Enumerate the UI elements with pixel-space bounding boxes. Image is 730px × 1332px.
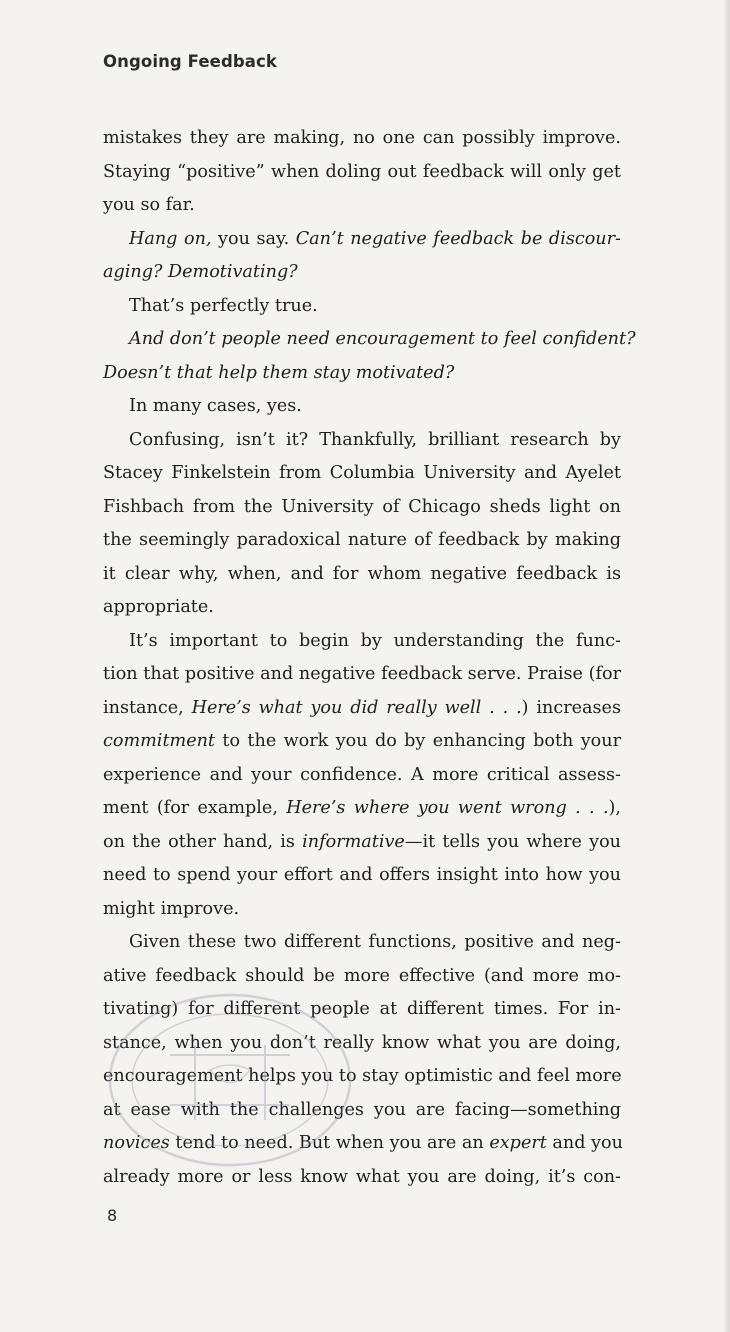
page-number: 8 — [107, 1206, 118, 1225]
text-line — [103, 993, 621, 1027]
text-line — [103, 390, 621, 424]
text-line — [103, 692, 621, 726]
text-line — [103, 1027, 621, 1061]
text-line — [103, 759, 621, 793]
text-line — [103, 926, 621, 960]
italic-text: informative — [302, 831, 405, 852]
italic-text: novices — [103, 1133, 170, 1153]
text-line — [103, 1127, 621, 1161]
italic-text: Here’s where you went wrong . . . — [286, 798, 609, 818]
text-line — [103, 491, 621, 525]
text-run: Stacey Finkelstein from Columbia University and Ayelet — [103, 463, 621, 483]
text-run: That’s perfectly true. — [129, 295, 318, 316]
text-run: instance, — [103, 697, 192, 718]
text-line — [103, 792, 621, 826]
text-line — [103, 256, 621, 290]
text-line — [103, 424, 621, 458]
text-line — [103, 457, 621, 491]
text-run: on the other hand, is — [103, 831, 303, 852]
text-line — [103, 323, 636, 357]
text-line — [103, 859, 621, 893]
text-line — [103, 524, 621, 558]
body-text — [103, 122, 636, 1194]
text-run: tend to need. But when you are an — [169, 1133, 490, 1153]
text-run: experience and your confidence. A more critical assess- — [103, 764, 621, 785]
text-line — [103, 893, 621, 927]
text-run: tivating) for different people at different times. For in- — [103, 999, 621, 1019]
text-run: it clear why, when, and for whom negative feedback is — [103, 563, 621, 584]
text-run: ative feedback should be more effective (and more mo- — [103, 965, 621, 986]
text-run: Fishbach from the University of Chicago sheds light on — [103, 496, 621, 517]
italic-text: expert — [489, 1133, 547, 1153]
text-run: stance, when you don’t really know what you are doing, — [103, 1032, 621, 1053]
text-line — [103, 189, 621, 223]
text-run: you say. — [211, 228, 296, 249]
running-header: Ongoing Feedback — [103, 52, 277, 71]
text-run: ment (for example, — [103, 798, 287, 818]
text-line — [103, 1161, 621, 1195]
italic-text: Here’s what you did really well . . . — [191, 697, 522, 718]
text-run: Given these two different functions, positive and neg- — [129, 932, 621, 952]
text-run: ) increases — [521, 697, 621, 718]
text-run: at ease with the challenges you are facing—something — [103, 1099, 621, 1120]
text-line — [103, 122, 621, 156]
text-run: —it tells you where you — [404, 831, 621, 852]
text-line — [103, 558, 621, 592]
text-run: Confusing, isn’t it? Thankfully, brilliant research by — [129, 429, 621, 450]
italic-text: And don’t people need encouragement to feel confident? — [129, 329, 636, 349]
text-line — [103, 1094, 621, 1128]
text-run: you so far. — [103, 195, 195, 215]
text-run: need to spend your effort and offers insight into how you — [103, 865, 621, 885]
page-edge — [724, 0, 730, 1332]
text-run: already more or less know what you are doing, it’s con- — [103, 1166, 621, 1187]
text-line — [103, 826, 621, 860]
italic-text: Doesn’t that help them stay motivated? — [103, 362, 455, 383]
text-run: It’s important to begin by understanding the func- — [129, 630, 621, 651]
text-line — [103, 156, 621, 190]
text-run: ), — [608, 798, 622, 818]
italic-text: aging? Demotivating? — [103, 262, 298, 282]
text-line — [103, 591, 621, 625]
text-line — [103, 357, 621, 391]
italic-text: Hang on, — [129, 228, 212, 249]
text-line — [103, 625, 621, 659]
text-line — [103, 960, 621, 994]
text-run: appropriate. — [103, 597, 214, 617]
text-run: to the work you do by enhancing both your — [215, 731, 621, 751]
text-run: mistakes they are making, no one can possibly improve. — [103, 128, 621, 148]
text-run: tion that positive and negative feedback serve. Praise (for — [103, 664, 621, 684]
text-line — [103, 290, 621, 324]
text-run: Staying “positive” when doling out feedback will only get — [103, 161, 621, 182]
text-run: the seemingly paradoxical nature of feedback by making — [103, 530, 621, 550]
italic-text: commitment — [103, 731, 216, 751]
text-run: and you — [546, 1133, 623, 1153]
text-run: In many cases, yes. — [129, 396, 302, 416]
text-line — [103, 223, 621, 257]
text-run: encouragement helps you to stay optimistic and feel more — [103, 1066, 622, 1086]
text-run: might improve. — [103, 898, 240, 919]
text-line — [103, 725, 621, 759]
text-line — [103, 658, 621, 692]
italic-text: Can’t negative feedback be discour- — [295, 228, 621, 249]
text-line — [103, 1060, 621, 1094]
